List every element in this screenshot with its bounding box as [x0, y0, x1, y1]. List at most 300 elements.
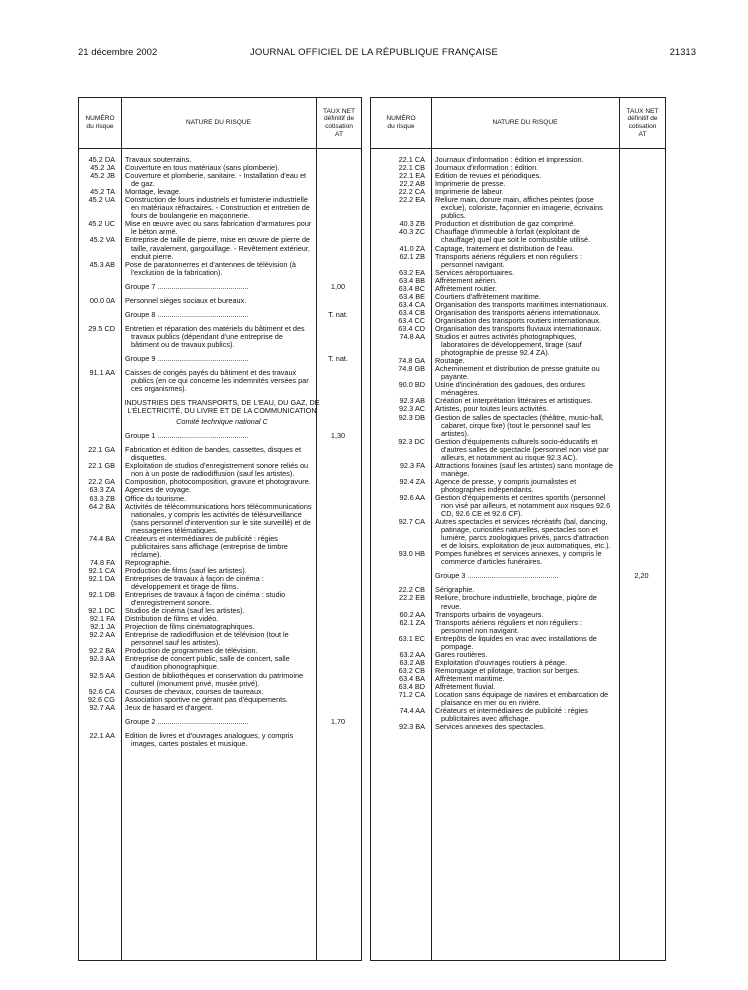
table-row	[79, 575, 361, 591]
rate-value	[618, 196, 665, 220]
table-row	[371, 518, 665, 550]
risk-code: 74.8 GA	[398, 356, 425, 366]
risk-code: 45.2 UC	[88, 219, 115, 229]
table-row	[371, 365, 665, 381]
rate-value	[618, 405, 665, 413]
risk-description: Pompes funèbres et services annexes, y compris le commerce d'articles funéraires.	[435, 549, 602, 567]
risk-code: 90.0 BD	[398, 380, 425, 390]
risk-code: 22.1 AA	[89, 730, 115, 740]
rate-value	[618, 659, 665, 667]
rate-value	[618, 611, 665, 619]
group-label: Groupe 1 .............................................	[125, 432, 249, 441]
risk-code: 45.2 VA	[89, 235, 115, 245]
issue-date: 21 décembre 2002	[78, 47, 158, 58]
table-row	[79, 535, 361, 559]
risk-description: Autres spectacles et services récréatifs (bal, dancing, patinage, curiosités naturelles, spectacles son et lumière, parcs zoologiques privés, parcs d'attraction et de loisirs, exploitation de jeux automatiques, etc.).	[435, 517, 611, 551]
table-row	[79, 236, 361, 260]
risk-code: 63.4 BB	[399, 275, 425, 285]
rate-value	[618, 301, 665, 309]
rate-value	[315, 567, 361, 575]
risk-description: Caisses de congés payés du bâtiment et des travaux publics (en ce qui concerne les indemnités versées par ces organismes).	[125, 368, 309, 394]
rate-value	[618, 414, 665, 438]
risk-description: Travaux souterrains.	[125, 155, 192, 164]
risk-description: Exploitation de studios d'enregistrement sonore reliés ou non à un poste de radiodiffusion (sauf les artistes).	[125, 461, 309, 479]
risk-description: Journaux d'information : édition.	[435, 163, 539, 173]
rate-value	[618, 438, 665, 462]
risk-description: Reprographie.	[125, 557, 172, 567]
table-row	[79, 369, 361, 393]
risk-description: Production de programmes de télévision.	[125, 646, 258, 656]
risk-code: 74.4 AA	[399, 706, 425, 716]
rate-value	[618, 325, 665, 333]
rate-value	[315, 623, 361, 631]
rate-value: T. nat.	[328, 309, 348, 319]
col-code-header: NUMÉRO du risque	[386, 115, 416, 130]
risk-description: Distribution de films et vidéo.	[125, 614, 219, 624]
page-number: 21313	[669, 47, 696, 58]
rate-value	[618, 675, 665, 683]
risk-description: Couverture et plomberie, sanitaire. - Installation d'eau et de gaz.	[125, 171, 307, 189]
risk-code: 74.8 GB	[398, 364, 425, 374]
risk-code: 40.3 ZC	[399, 227, 425, 237]
risk-description: Entreprise de taille de pierre, mise en œuvre de pierre de taille, ravalement, gargouillage. - Revêtement extérieur, enduit pierre.	[125, 235, 310, 261]
group-label: Groupe 7 .............................................	[125, 282, 249, 291]
risk-description: Agence de presse, y compris journalistes et photographes indépendants.	[435, 476, 577, 494]
table-header	[371, 98, 665, 149]
risk-description: Studios de cinéma (sauf les artistes).	[125, 606, 245, 616]
rate-value	[315, 196, 361, 220]
risk-code: 92.1 FA	[89, 614, 115, 624]
risk-description: Location sans équipage de navires et embarcation de plaisance en mer ou en rivière.	[435, 690, 609, 708]
table-row	[79, 446, 361, 462]
table-row	[371, 707, 665, 723]
risk-description: Créateurs et intermédiaires de publicité : régies publicitaires avec affichage.	[435, 706, 588, 724]
rate-value	[618, 635, 665, 651]
risk-description: Personnel sièges sociaux et bureaux.	[125, 295, 247, 305]
rate-value	[618, 293, 665, 301]
risk-code: 22.1 GB	[88, 461, 115, 471]
rate-value	[618, 723, 665, 731]
group-row	[79, 355, 361, 363]
risk-code: 22.2 AB	[399, 179, 425, 189]
rate-value	[315, 732, 361, 748]
risk-description: Attractions foraines (sauf les artistes) sans montage de manège.	[435, 460, 614, 478]
rate-value	[315, 446, 361, 462]
table-row	[79, 591, 361, 607]
risk-code: 63.2 AB	[399, 657, 425, 667]
risk-description: Affrètement aérien.	[435, 275, 497, 285]
risk-description: Usine d'incinération des gadoues, des ordures ménagères.	[435, 380, 585, 398]
risk-code: 92.7 AA	[89, 702, 115, 712]
section-heading: INDUSTRIES DES TRANSPORTS, DE L'EAU, DU GAZ, DE L'ÉLECTRICITÉ, DU LIVRE ET DE LA COMMUNICATION	[124, 398, 320, 416]
risk-code: 00.0 0A	[89, 295, 115, 305]
table-row	[371, 414, 665, 438]
risk-description: Courses de chevaux, courses de taureaux.	[125, 686, 264, 696]
risk-description: Entreprise de concert public, salle de concert, salle d'audition phonographique.	[125, 654, 290, 672]
section-subheading: Comité technique national C	[176, 417, 268, 427]
risk-code: 92.2 AA	[89, 630, 115, 640]
risk-code	[79, 311, 121, 319]
risk-description: Entreprises de travaux à façon de cinéma : développement et tirage de films.	[125, 573, 264, 592]
risk-code: 22.1 CB	[398, 163, 425, 173]
table-row	[371, 635, 665, 651]
risk-code: 92.1 JA	[90, 622, 115, 632]
journal-title: JOURNAL OFFICIEL DE LA RÉPUBLIQUE FRANÇAISE	[249, 47, 499, 58]
rate-value	[315, 462, 361, 478]
risk-code: 45.2 DA	[88, 155, 115, 164]
risk-code	[79, 432, 121, 440]
table-row	[79, 696, 361, 704]
rate-value	[618, 180, 665, 188]
risk-code: 63.3 ZB	[89, 493, 115, 503]
rate-value	[315, 672, 361, 688]
risk-code: 92.6 CG	[87, 694, 115, 704]
risk-code: 92.6 AA	[399, 492, 425, 502]
rate-value	[315, 607, 361, 615]
risk-code: 29.5 CD	[88, 323, 115, 333]
table-row	[371, 691, 665, 707]
risk-code: 22.2 CB	[398, 585, 425, 595]
risk-code: 22.2 EA	[399, 195, 425, 205]
risk-description: Organisation des transports fluviaux internationaux.	[435, 323, 602, 333]
risk-code: 92.3 DB	[398, 412, 425, 422]
risk-code: 63.4 BE	[399, 291, 425, 301]
risk-code: 45.3 AB	[89, 259, 115, 269]
risk-description: Transports urbains de voyageurs.	[435, 609, 544, 619]
risk-code: 63.2 EA	[399, 267, 425, 277]
rate-value	[618, 518, 665, 550]
rate-value	[618, 172, 665, 180]
table-row	[371, 438, 665, 462]
risk-description: Gestion d'équipements culturels socio-éducatifs et d'autres salles de spectacle (personnel non visé par ailleurs, et notamment au risque 92.3 AC).	[435, 436, 609, 462]
risk-description: Organisation des transports routiers internationaux.	[435, 315, 601, 325]
risk-code: 62.1 ZA	[399, 617, 425, 627]
rate-value	[315, 704, 361, 712]
rate-value	[315, 478, 361, 486]
left-rows	[79, 156, 361, 748]
risk-code: 63.1 EC	[398, 633, 425, 643]
risk-description: Création et interprétation littéraires et artistiques.	[435, 396, 593, 406]
risk-code: 92.7 CA	[398, 517, 425, 527]
risk-code: 40.3 ZB	[399, 219, 425, 229]
risk-description: Production de films (sauf les artistes).	[125, 565, 247, 575]
risk-code: 22.1 GA	[88, 445, 115, 455]
rate-value: 2,20	[634, 571, 649, 581]
rate-value	[315, 535, 361, 559]
risk-code: 60.2 AA	[399, 609, 425, 619]
rate-value	[618, 277, 665, 285]
risk-code: 45.2 TA	[90, 187, 115, 197]
risk-code: 92.5 AA	[89, 670, 115, 680]
rate-value	[315, 261, 361, 277]
rate-value	[315, 631, 361, 647]
table-row	[371, 594, 665, 610]
risk-code	[79, 718, 121, 726]
risk-description: Projection de films cinématographiques.	[125, 622, 255, 632]
group-row	[79, 283, 361, 291]
rate-value	[315, 220, 361, 236]
table-row	[79, 655, 361, 671]
table-row	[79, 631, 361, 647]
group-label: Groupe 2 .............................................	[125, 717, 249, 726]
risk-description: Imprimerie de presse.	[435, 179, 506, 189]
rate-value	[315, 325, 361, 349]
rate-value	[618, 164, 665, 172]
risk-code: 74.4 BA	[89, 533, 115, 543]
col-nature-header: NATURE DU RISQUE	[185, 119, 252, 127]
rate-value	[618, 188, 665, 196]
risk-description: Entrepôts de liquides en vrac avec installations de pompage.	[435, 633, 597, 651]
table-row	[371, 494, 665, 518]
rate-value: T. nat.	[328, 353, 348, 363]
risk-code: 92.1 DA	[88, 573, 115, 583]
risk-code: 92.1 DB	[88, 590, 115, 600]
table-row	[371, 333, 665, 357]
risk-code: 63.4 BA	[399, 673, 425, 683]
table-row	[79, 172, 361, 188]
risk-code: 92.6 CA	[88, 686, 115, 696]
risk-description: Agences de voyage.	[125, 485, 192, 495]
table-row	[79, 220, 361, 236]
risk-code: 92.3 AB	[399, 396, 425, 406]
risk-description: Acheminement et distribution de presse gratuite ou payante.	[435, 364, 600, 382]
rate-value	[618, 619, 665, 635]
rate-value	[315, 236, 361, 260]
risk-code: 74.8 AA	[399, 332, 425, 342]
rate-value	[315, 688, 361, 696]
risk-code: 63.2 CB	[398, 665, 425, 675]
risk-code: 22.1 CA	[398, 155, 425, 164]
table-row	[79, 672, 361, 688]
risk-description: Imprimerie de labeur.	[435, 187, 504, 197]
risk-code: 22.2 GA	[88, 477, 115, 487]
col-rate-header: TAUX NET définitif de cotisation AT	[322, 107, 356, 138]
risk-code: 45.2 JA	[90, 163, 115, 173]
rate-value	[618, 683, 665, 691]
table-row	[79, 478, 361, 486]
rate-value	[618, 357, 665, 365]
table-row	[371, 619, 665, 635]
right-rows	[371, 156, 665, 731]
risk-description: Organisation des transports aériens internationaux.	[435, 307, 601, 317]
rate-value	[315, 655, 361, 671]
risk-description: Gares routières.	[435, 649, 488, 659]
rate-value	[315, 647, 361, 655]
table-row	[371, 723, 665, 731]
rate-value	[618, 317, 665, 325]
risk-code: 92.3 FA	[399, 460, 425, 470]
risk-description: Sérigraphie.	[435, 585, 475, 595]
rate-value	[618, 691, 665, 707]
risk-code: 63.4 BD	[398, 682, 425, 691]
rate-value	[618, 365, 665, 381]
col-nature-header: NATURE DU RISQUE	[492, 119, 558, 127]
risk-code: 63.4 CC	[398, 315, 425, 325]
risk-code	[79, 355, 121, 363]
risk-description: Reliure main, dorure main, affiches peintes (pose exclue), coloriste, façonnier en imagerie, écrivains publics.	[435, 195, 603, 221]
risk-code: 45.2 JB	[90, 171, 115, 181]
risk-code: 92.2 BA	[89, 646, 115, 656]
risk-description: Construction de fours industriels et fumisterie industrielle en matériaux réfractaires. - Construction et entretien de fours de boulangerie en maçonnerie.	[125, 195, 310, 221]
group-label: Groupe 8 .............................................	[125, 310, 249, 319]
risk-description: Entreprises de travaux à façon de cinéma : studio d'enregistrement sonore.	[125, 590, 286, 608]
rate-value	[618, 494, 665, 518]
table-row	[371, 462, 665, 478]
right-table	[370, 97, 666, 961]
risk-description: Entreprise de radiodiffusion et de télévision (tout le personnel sauf les artistes).	[125, 630, 289, 648]
risk-description: Services aéroportuaires.	[435, 267, 515, 277]
risk-code: 91.1 AA	[89, 368, 115, 378]
risk-description: Gestion de salles de spectacles (théâtre, music-hall, cabaret, cirque fixe) (tout le personnel sauf les artistes).	[435, 412, 604, 438]
rate-value	[618, 285, 665, 293]
risk-code: 64.2 BA	[89, 501, 115, 511]
rate-value	[315, 297, 361, 305]
risk-description: Créateurs et intermédiaires de publicité : régies publicitaires sans affichage (entreprise de timbre réclame).	[125, 533, 288, 559]
rate-value	[315, 559, 361, 567]
risk-description: Edition de livres et d'ouvrages analogues, y compris images, cartes postales et musique.	[125, 730, 294, 748]
risk-code: 22.1 EA	[399, 171, 425, 181]
table-row	[371, 478, 665, 494]
rate-value	[315, 503, 361, 535]
rate-value: 1,00	[330, 281, 346, 291]
group-row	[79, 311, 361, 319]
risk-description: Affrètement maritime.	[435, 673, 505, 683]
risk-code: 71.2 CA	[398, 690, 425, 700]
table-row	[79, 503, 361, 535]
rate-value	[618, 651, 665, 659]
risk-description: Artistes, pour toutes leurs activités.	[435, 404, 549, 414]
rate-value	[618, 586, 665, 594]
rate-value	[618, 381, 665, 397]
risk-description: Gestion de bibliothèques et conservation du patrimoine culturel (monument privé, musée privé).	[125, 670, 304, 688]
table-row	[79, 462, 361, 478]
table-row	[79, 732, 361, 748]
rate-value	[618, 667, 665, 675]
rate-value	[315, 164, 361, 172]
rate-value	[618, 333, 665, 357]
risk-description: Remorquage et pilotage, traction sur berges.	[435, 665, 580, 675]
risk-description: Reliure, brochure industrielle, brochage, piqûre de revue.	[435, 593, 597, 611]
risk-description: Chauffage d'immeuble à forfait (exploitant de chauffage) quel que soit le combustible utilisé.	[435, 227, 591, 245]
rate-value	[618, 550, 665, 566]
risk-code	[371, 572, 431, 580]
risk-description: Composition, photocomposition, gravure et photogravure.	[125, 477, 311, 487]
rate-value	[618, 462, 665, 478]
group-label: Groupe 3 .............................................	[435, 572, 559, 581]
risk-code: 22.2 CA	[398, 187, 425, 197]
group-row	[79, 718, 361, 726]
risk-description: Affrètement fluvial.	[435, 682, 496, 691]
risk-description: Couverture en tous matériaux (sans plomberie).	[125, 163, 280, 173]
risk-code: 45.2 UA	[88, 195, 115, 205]
table-row	[79, 607, 361, 615]
risk-description: Fabrication et édition de bandes, cassettes, disques et disquettes.	[125, 445, 302, 463]
table-row	[371, 253, 665, 269]
risk-description: Captage, traitement et distribution de l'eau.	[435, 243, 574, 253]
table-row	[371, 550, 665, 566]
risk-description: Mise en œuvre avec ou sans fabrication d'armatures pour le béton armé.	[125, 219, 312, 237]
rate-value	[618, 594, 665, 610]
risk-description: Edition de revues et périodiques.	[435, 171, 542, 181]
risk-description: Transports aériens réguliers et non réguliers : personnel navigant.	[435, 251, 582, 269]
table-row	[79, 704, 361, 712]
risk-description: Exploitation d'ouvrages routiers à péage.	[435, 657, 568, 667]
risk-code: 93.0 HB	[398, 549, 425, 559]
rate-value	[315, 486, 361, 494]
risk-description: Production et distribution de gaz comprimé.	[435, 219, 576, 229]
risk-code: 63.4 BC	[398, 283, 425, 293]
risk-code: 63.2 AA	[399, 649, 425, 659]
risk-description: Services annexes des spectacles.	[435, 722, 545, 732]
rate-value	[315, 575, 361, 591]
rate-value	[618, 397, 665, 405]
risk-code: 63.4 CD	[398, 323, 425, 333]
risk-description: Courtiers d'affrètement maritime.	[435, 291, 541, 301]
risk-description: Studios et autres activités photographiques, laboratoires de développement, tirage (sauf photographie de presse 92.4 ZA).	[435, 332, 582, 358]
rate-value	[315, 369, 361, 393]
rate-value: 1,30	[330, 431, 346, 441]
rate-value	[618, 269, 665, 277]
risk-description: Jeux de hasard et d'argent.	[125, 702, 214, 712]
risk-description: Association sportive ne gérant pas d'équipements.	[125, 694, 288, 704]
risk-code: 92.3 AC	[399, 404, 425, 414]
rate-value	[618, 228, 665, 244]
rate-value	[618, 478, 665, 494]
table-row	[79, 261, 361, 277]
risk-description: Organisation des transports maritimes internationaux.	[435, 299, 609, 309]
table-row	[79, 486, 361, 494]
risk-code: 22.2 EB	[399, 593, 425, 603]
risk-description: Journaux d'information : édition et impression.	[435, 155, 584, 164]
left-table	[78, 97, 362, 961]
rate-value	[618, 156, 665, 164]
risk-code: 63.4 CA	[398, 299, 425, 309]
risk-code: 62.1 ZB	[399, 251, 425, 261]
table-row	[371, 196, 665, 220]
rate-value	[315, 696, 361, 704]
risk-code: 63.3 ZA	[89, 485, 115, 495]
col-rate-header: TAUX NET définitif de cotisation AT	[626, 107, 659, 138]
risk-description: Montage, levage.	[125, 187, 181, 197]
risk-description: Transports aériens réguliers et non réguliers : personnel non navigant.	[435, 617, 582, 635]
risk-code: 74.8 FA	[89, 557, 115, 567]
risk-code: 92.4 ZA	[399, 476, 425, 486]
table-row	[79, 325, 361, 349]
rate-value	[618, 253, 665, 269]
risk-description: Gestion d'équipements et centres sportifs (personnel non visé par ailleurs, et notamment aux risques 92.6 CD, 92.6 CE et 92.6 CF).	[435, 492, 611, 519]
rate-value	[618, 309, 665, 317]
risk-description: Affrètement routier.	[435, 283, 497, 293]
rate-value: 1,70	[330, 716, 346, 726]
group-row	[371, 572, 665, 580]
table-row	[79, 297, 361, 305]
risk-description: Routage.	[435, 356, 465, 366]
rate-value	[618, 220, 665, 228]
rate-value	[315, 156, 361, 164]
rate-value	[618, 245, 665, 253]
risk-description: Office du tourisme.	[125, 493, 187, 503]
risk-description: Pose de paratonnerres et d'antennes de télévision (à l'exclusion de la fabrication).	[125, 259, 296, 277]
table-row	[79, 196, 361, 220]
rate-value	[315, 188, 361, 196]
risk-code	[79, 283, 121, 291]
rate-value	[618, 707, 665, 723]
col-code-header: NUMÉRO du risque	[85, 115, 115, 130]
risk-code: 92.1 DC	[88, 606, 115, 616]
risk-code: 92.1 CA	[88, 565, 115, 575]
risk-code: 92.3 AA	[89, 654, 115, 664]
group-label: Groupe 9 .............................................	[125, 354, 249, 363]
